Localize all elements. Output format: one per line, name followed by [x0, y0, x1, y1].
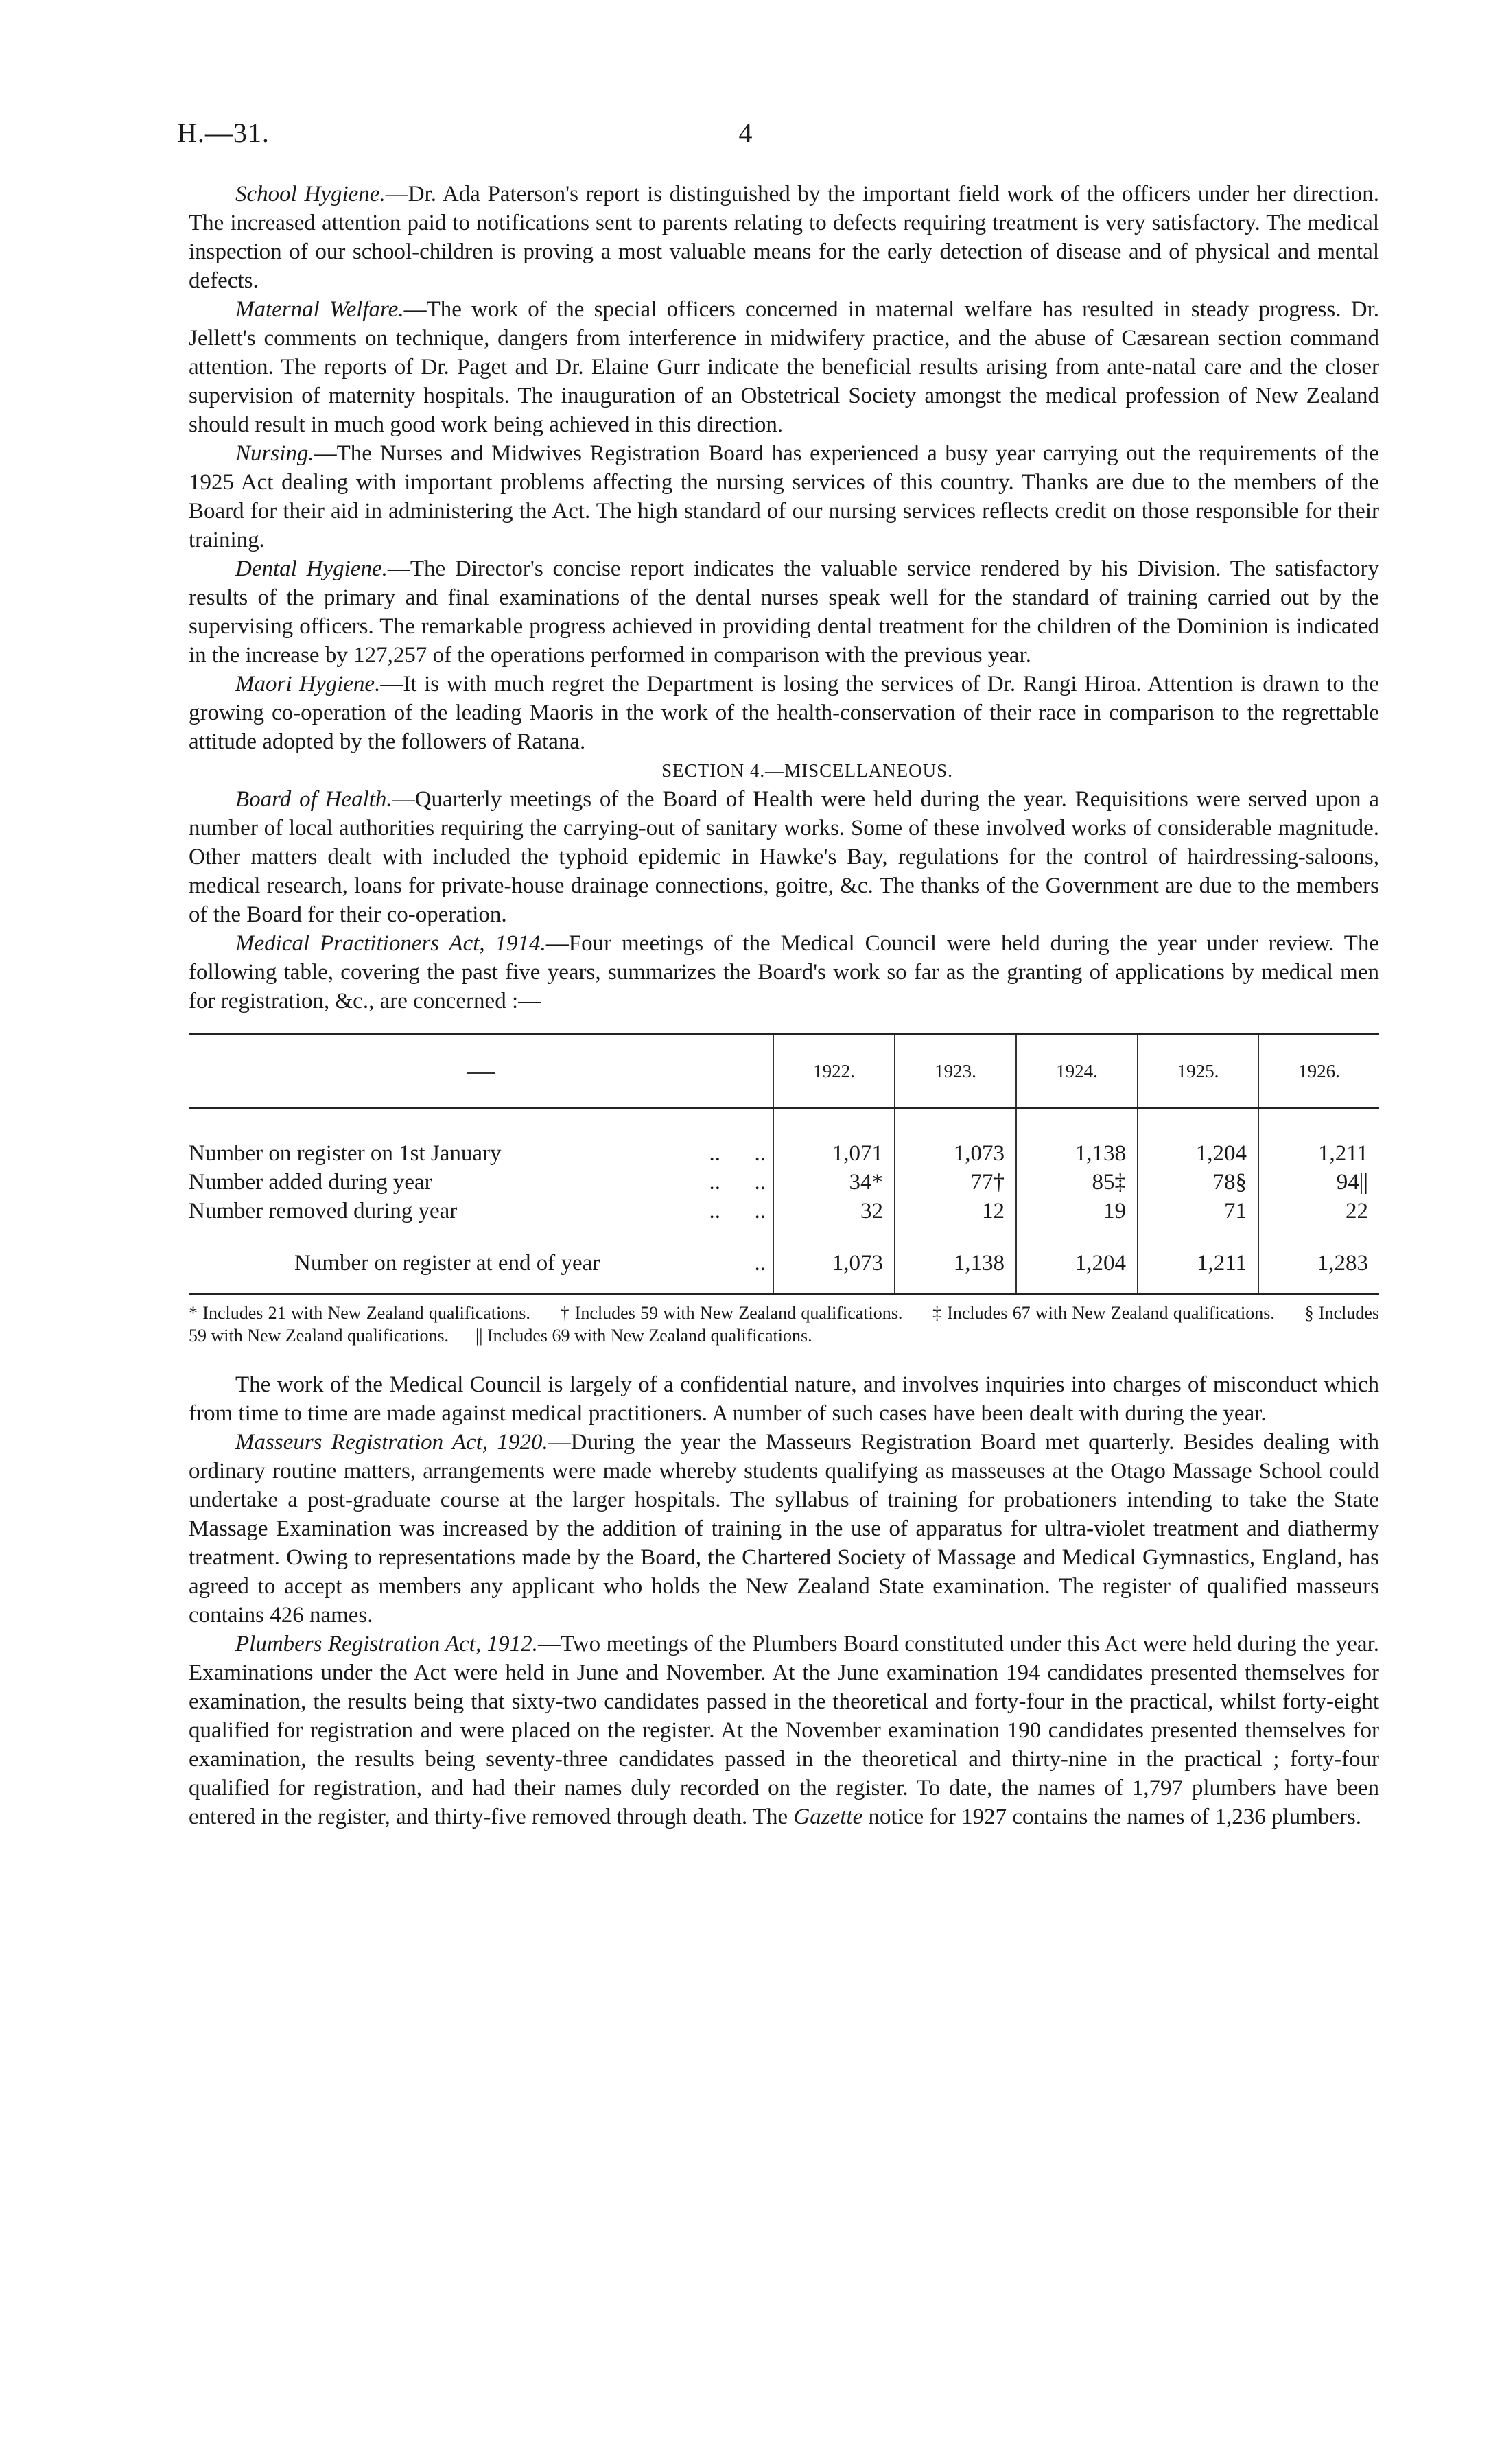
row-label-text: Number on register on 1st January — [189, 1141, 502, 1166]
paragraph-title: Maternal Welfare. — [235, 297, 404, 322]
paragraph-title: School Hygiene. — [235, 182, 386, 207]
paragraph-title: Plumbers Registration Act, 1912. — [235, 1632, 538, 1656]
table-cell: 12 — [895, 1197, 1016, 1241]
row-label — [189, 1108, 773, 1169]
row-label-text: Number on register at end of year — [294, 1251, 600, 1276]
table-row — [189, 1168, 1379, 1197]
document-id: H.—31. — [177, 117, 270, 148]
paragraph-maori-hygiene — [189, 670, 1379, 756]
table-cell: 78§ — [1138, 1168, 1258, 1197]
column-header: 1924. — [1016, 1035, 1138, 1108]
table-cell: 1,204 — [1016, 1241, 1138, 1294]
leader-dots: .. — [754, 1251, 766, 1276]
paragraph-text: notice for 1927 contains the names of 1,236 plumbers. — [862, 1805, 1362, 1829]
paragraph-board-of-health — [189, 785, 1379, 929]
row-label — [189, 1168, 773, 1197]
section-title: SECTION 4.—MISCELLANEOUS. — [661, 760, 953, 781]
paragraph-dental-hygiene — [189, 554, 1379, 670]
table-cell: 1,138 — [895, 1241, 1016, 1294]
paragraph-title: Board of Health. — [235, 787, 392, 812]
paragraph-masseurs — [189, 1428, 1379, 1630]
table-row — [189, 1108, 1379, 1169]
table-cell: 85‡ — [1016, 1168, 1138, 1197]
leader-dots: .. .. — [709, 1199, 766, 1223]
table-cell: 77† — [895, 1168, 1016, 1197]
paragraph-text: The work of the Medical Council is largely of a confidential nature, and involves inquiries into charges of misconduct which from time to time are made against medical practitioners. A number of such cases have been dealt with during the year. — [189, 1372, 1379, 1426]
stub-dash — [467, 1072, 495, 1074]
paragraph-text: —The work of the special officers concerned in maternal welfare has resulted in steady progress. Dr. Jellett's comments on technique, dangers from interference in midwifery practice, and the abuse of Cæsarean section command attention. The reports of Dr. Paget and Dr. Elaine Gurr indicate the beneficial results arising from ante-natal care and the closer supervision of maternity hospitals. The inauguration of an Obstetrical Society amongst the medical profession of New Zealand should result in much good work being achieved in this direction. — [189, 297, 1380, 437]
paragraph-text: —Quarterly meetings of the Board of Health were held during the year. Requisitions were served upon a number of local authorities requiring the carrying-out of sanitary works. Some of these involved works of considerable magnitude. Other matters dealt with included the typhoid epidemic in Hawke's Bay, regulations for the control of hairdressing-saloons, medical research, loans for private-house drainage connections, goitre, &c. The thanks of the Government are due to the members of the Board for their co-operation. — [189, 787, 1379, 927]
paragraph-nursing — [189, 439, 1379, 554]
registration-table — [189, 1033, 1379, 1295]
row-label-text: Number added during year — [189, 1170, 432, 1195]
paragraph-text: —The Nurses and Midwives Registration Board has experienced a busy year carrying out the requirements of the 1925 Act dealing with important problems affecting the nursing services of this country. Thanks are due to the members of the Board for their aid in administering the Act. The high standard of our nursing services reflects credit on those responsible for their training. — [189, 441, 1379, 552]
table-cell: 34* — [773, 1168, 895, 1197]
paragraph-text: —Four meetings of the Medical Council were held during the year under review. The following table, covering the past five years, summarizes the Board's work so far as the granting of applications by medical men for registration, &c., are concerned :— — [189, 931, 1379, 1013]
table-cell: 94|| — [1258, 1168, 1379, 1197]
paragraph-title: Maori Hygiene. — [235, 672, 381, 696]
leader-dots: .. .. — [709, 1170, 766, 1195]
table-cell: 1,211 — [1138, 1241, 1258, 1294]
table-cell: 1,283 — [1258, 1241, 1379, 1294]
table-stub-header — [189, 1035, 773, 1108]
table-cell: 19 — [1016, 1197, 1138, 1241]
table-total-row — [189, 1241, 1379, 1294]
paragraph-text: —Dr. Ada Paterson's report is distinguished by the important field work of the officers under her direction. The increased attention paid to notifications sent to parents relating to defects requiring treatment is very satisfactory. The medical inspection of our school-children is proving a most valuable means for the early detection of disease and of physical and mental defects. — [189, 182, 1379, 293]
body-text — [189, 180, 1384, 1831]
table-header-row — [189, 1035, 1379, 1108]
row-label — [189, 1241, 773, 1294]
spacer — [189, 1347, 1379, 1370]
registration-table-wrapper — [189, 1033, 1384, 1347]
paragraph-title: Masseurs Registration Act, 1920. — [235, 1430, 548, 1455]
paragraph-school-hygiene — [189, 180, 1379, 295]
table-cell: 1,073 — [895, 1108, 1016, 1169]
paragraph-text: —During the year the Masseurs Registration Board met quarterly. Besides dealing with ordinary routine matters, arrangements were made whereby students qualifying as masseuses at the Otago Massage School could undertake a post-graduate course at the larger hospitals. The syllabus of training for probationers intending to take the State Massage Examination was increased by the addition of training in the use of apparatus for ultra-violet treatment and diathermy treatment. Owing to representations made by the Board, the Chartered Society of Massage and Medical Gymnastics, England, has agreed to accept as members any applicant who holds the New Zealand State examination. The register of qualified masseurs contains 426 names. — [189, 1430, 1380, 1628]
paragraph-plumbers — [189, 1630, 1379, 1831]
paragraph-title: Medical Practitioners Act, 1914. — [235, 931, 546, 956]
paragraph-text: —Two meetings of the Plumbers Board constituted under this Act were held during the year. Examinations under the Act were held in June and November. At the June examination 194 candidates presented themselves for examination, the results being that sixty-two candidates passed in the theoretical and forty-four in the practical, whilst forty-eight qualified for registration and were placed on the register. At the November examination 190 candidates presented themselves for examination, the results being seventy-three candidates passed in the theoretical and thirty-nine in the practical ; forty-four qualified for registration, and had their names duly recorded on the register. To date, the names of 1,797 plumbers have been entered in the register, and thirty-five removed through death. The — [189, 1632, 1380, 1829]
table-cell: 1,071 — [773, 1108, 895, 1169]
paragraph-medical-practitioners — [189, 929, 1379, 1016]
paragraph-text: —The Director's concise report indicates the valuable service rendered by his Division. The satisfactory results of the primary and final examinations of the dental nurses speak well for the standard of training carried out by the supervising officers. The remarkable progress achieved in providing dental treatment for the children of the Dominion is indicated in the increase by 127,257 of the operations performed in comparison with the previous year. — [189, 556, 1379, 668]
paragraph-maternal-welfare — [189, 295, 1379, 439]
table-footnotes: * Includes 21 with New Zealand qualifications. † Includes 59 with New Zealand qualifications. ‡ Includes 67 with New Zealand qualifications. § Includes 59 with New Zealand qualifications. || Includes 69 with New Zealand qualifications. — [189, 1303, 1384, 1346]
table-cell: 1,138 — [1016, 1108, 1138, 1169]
table-cell: 1,211 — [1258, 1108, 1379, 1169]
page-number: 4 — [738, 117, 753, 148]
column-header: 1925. — [1138, 1035, 1258, 1108]
paragraph-medical-council — [189, 1370, 1379, 1428]
column-header: 1926. — [1258, 1035, 1379, 1108]
table-cell: 1,073 — [773, 1241, 895, 1294]
column-header: 1922. — [773, 1035, 895, 1108]
row-label-text: Number removed during year — [189, 1199, 458, 1223]
column-header: 1923. — [895, 1035, 1016, 1108]
table-row — [189, 1197, 1379, 1241]
paragraph-text: —It is with much regret the Department is losing the services of Dr. Rangi Hiroa. Attention is drawn to the growing co-operation of the leading Maoris in the work of the health-conservation of their race in comparison to the regrettable attitude adopted by the followers of Ratana. — [189, 672, 1379, 754]
gazette-title: Gazette — [793, 1805, 863, 1829]
paragraph-title: Dental Hygiene. — [235, 556, 388, 581]
leader-dots: .. .. — [709, 1141, 766, 1166]
paragraph-title: Nursing. — [235, 441, 314, 466]
table-cell: 22 — [1258, 1197, 1379, 1241]
table-cell: 1,204 — [1138, 1108, 1258, 1169]
table-cell: 32 — [773, 1197, 895, 1241]
row-label — [189, 1197, 773, 1241]
table-cell: 71 — [1138, 1197, 1258, 1241]
